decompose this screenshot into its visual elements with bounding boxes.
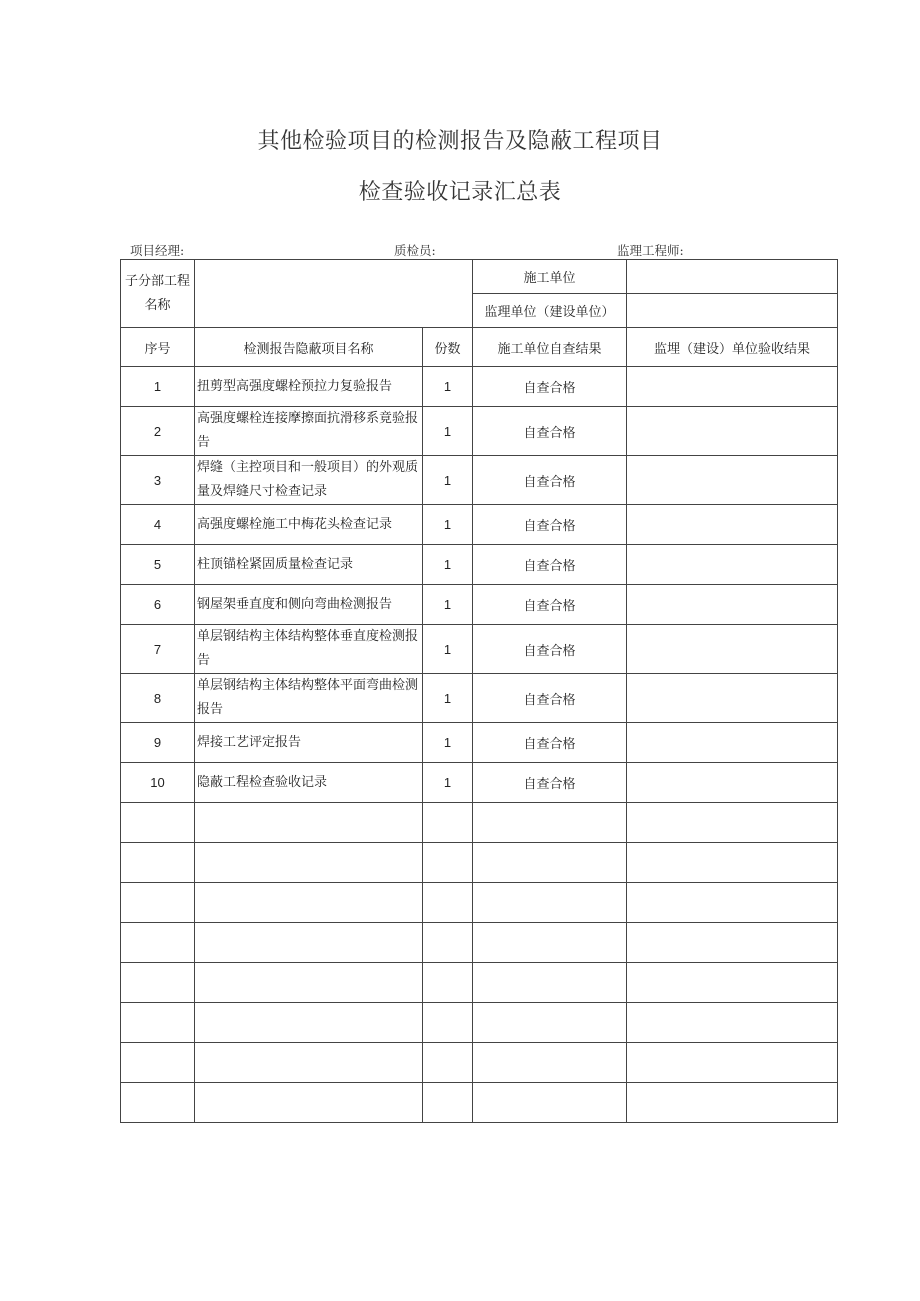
row-copies[interactable]: 1 xyxy=(423,505,473,545)
row-copies[interactable] xyxy=(423,1003,473,1043)
row-copies[interactable] xyxy=(423,963,473,1003)
row-self-check[interactable]: 自查合格 xyxy=(473,674,627,723)
construction-unit-label: 施工单位 xyxy=(473,260,627,294)
table-row xyxy=(121,407,838,456)
table-row xyxy=(121,456,838,505)
row-item-name[interactable] xyxy=(195,883,423,923)
row-self-check[interactable] xyxy=(473,883,627,923)
form-title-line1: 其他检验项目的检测报告及隐蔽工程项目 xyxy=(257,129,663,154)
row-self-check[interactable] xyxy=(473,1083,627,1123)
row-acceptance[interactable] xyxy=(627,625,838,674)
table-row xyxy=(121,545,838,585)
row-seq[interactable]: 3 xyxy=(121,456,195,505)
row-item-name[interactable] xyxy=(195,1003,423,1043)
form-title-line2: 检查验收记录汇总表 xyxy=(358,180,562,205)
row-acceptance[interactable] xyxy=(627,585,838,625)
row-item-name[interactable] xyxy=(195,1043,423,1083)
row-item-name[interactable]: 高强度螺栓连接摩擦面抗滑移系竟验报告 xyxy=(195,407,423,456)
row-seq[interactable]: 7 xyxy=(121,625,195,674)
row-copies[interactable] xyxy=(423,883,473,923)
row-copies[interactable] xyxy=(423,803,473,843)
col-header-acceptance: 监埋（建设）单位验收结果 xyxy=(627,328,838,367)
project-manager-label: 项目经理: xyxy=(130,243,185,258)
row-seq[interactable]: 4 xyxy=(121,505,195,545)
row-acceptance[interactable] xyxy=(627,923,838,963)
row-self-check[interactable]: 自查合格 xyxy=(473,585,627,625)
row-self-check[interactable] xyxy=(473,843,627,883)
row-seq[interactable]: 8 xyxy=(121,674,195,723)
row-item-name[interactable]: 隐蔽工程检查验收记录 xyxy=(195,763,423,803)
row-self-check[interactable]: 自查合格 xyxy=(473,545,627,585)
row-copies[interactable] xyxy=(423,1083,473,1123)
row-item-name[interactable] xyxy=(195,923,423,963)
row-item-name[interactable]: 钢屋架垂直度和侧向弯曲检测报告 xyxy=(195,585,423,625)
row-acceptance[interactable] xyxy=(627,723,838,763)
row-self-check[interactable] xyxy=(473,1043,627,1083)
construction-unit-cell[interactable] xyxy=(627,260,838,294)
row-item-name[interactable] xyxy=(195,803,423,843)
row-copies[interactable]: 1 xyxy=(423,763,473,803)
supervision-unit-cell[interactable] xyxy=(627,294,838,328)
row-item-name[interactable]: 单层钢结构主体结构整体垂直度检测报告 xyxy=(195,625,423,674)
row-item-name[interactable] xyxy=(195,963,423,1003)
row-copies[interactable] xyxy=(423,1043,473,1083)
row-acceptance[interactable] xyxy=(627,883,838,923)
row-seq[interactable] xyxy=(121,963,195,1003)
table-row xyxy=(121,963,838,1003)
row-copies[interactable]: 1 xyxy=(423,545,473,585)
row-copies[interactable]: 1 xyxy=(423,407,473,456)
row-seq[interactable] xyxy=(121,1083,195,1123)
row-acceptance[interactable] xyxy=(627,407,838,456)
row-item-name[interactable]: 焊接工艺评定报告 xyxy=(195,723,423,763)
row-item-name[interactable]: 柱顶锚栓紧固质量检查记录 xyxy=(195,545,423,585)
row-acceptance[interactable] xyxy=(627,1003,838,1043)
column-header-row xyxy=(121,328,838,367)
row-acceptance[interactable] xyxy=(627,367,838,407)
row-copies[interactable]: 1 xyxy=(423,367,473,407)
row-item-name[interactable] xyxy=(195,843,423,883)
table-row xyxy=(121,367,838,407)
row-copies[interactable]: 1 xyxy=(423,456,473,505)
row-self-check[interactable] xyxy=(473,963,627,1003)
sub-project-label: 子分部工程名称 xyxy=(121,260,195,328)
row-seq[interactable]: 10 xyxy=(121,763,195,803)
row-self-check[interactable]: 自查合格 xyxy=(473,723,627,763)
table-row xyxy=(121,883,838,923)
table-row xyxy=(121,723,838,763)
row-acceptance[interactable] xyxy=(627,505,838,545)
row-seq[interactable] xyxy=(121,803,195,843)
table-row xyxy=(121,803,838,843)
row-copies[interactable]: 1 xyxy=(423,723,473,763)
row-copies[interactable]: 1 xyxy=(423,625,473,674)
col-header-seq: 序号 xyxy=(121,328,195,367)
row-seq[interactable]: 5 xyxy=(121,545,195,585)
col-header-self-check: 施工单位自查结果 xyxy=(473,328,627,367)
row-seq[interactable] xyxy=(121,843,195,883)
row-seq[interactable] xyxy=(121,1043,195,1083)
supervisor-label: 监理工程师: xyxy=(617,243,684,258)
row-acceptance[interactable] xyxy=(627,763,838,803)
row-seq[interactable]: 1 xyxy=(121,367,195,407)
row-self-check[interactable]: 自查合格 xyxy=(473,625,627,674)
row-item-name[interactable]: 高强度螺栓施工中梅花头检查记录 xyxy=(195,505,423,545)
col-header-copies: 份数 xyxy=(423,328,473,367)
row-item-name[interactable]: 单层钢结构主体结构整体平面弯曲检测报告 xyxy=(195,674,423,723)
row-self-check[interactable] xyxy=(473,923,627,963)
supervision-unit-label: 监理单位（建设单位） xyxy=(473,294,627,328)
summary-table xyxy=(120,259,838,1123)
row-self-check[interactable]: 自查合格 xyxy=(473,456,627,505)
row-copies[interactable] xyxy=(423,923,473,963)
row-acceptance[interactable] xyxy=(627,674,838,723)
row-acceptance[interactable] xyxy=(627,1043,838,1083)
row-item-name[interactable]: 扭剪型高强度螺栓预拉力复验报告 xyxy=(195,367,423,407)
row-seq[interactable]: 6 xyxy=(121,585,195,625)
row-copies[interactable] xyxy=(423,843,473,883)
row-seq[interactable]: 2 xyxy=(121,407,195,456)
row-item-name[interactable]: 焊缝（主控项目和一般项目）的外观质量及焊缝尺寸检查记录 xyxy=(195,456,423,505)
row-self-check[interactable] xyxy=(473,803,627,843)
row-copies[interactable]: 1 xyxy=(423,585,473,625)
table-row xyxy=(121,843,838,883)
table-row xyxy=(121,1083,838,1123)
row-copies[interactable]: 1 xyxy=(423,674,473,723)
table-row xyxy=(121,625,838,674)
row-acceptance[interactable] xyxy=(627,803,838,843)
row-acceptance[interactable] xyxy=(627,843,838,883)
row-seq[interactable] xyxy=(121,923,195,963)
row-seq[interactable]: 9 xyxy=(121,723,195,763)
inspector-label: 质检员: xyxy=(394,243,436,258)
row-seq[interactable] xyxy=(121,1003,195,1043)
row-seq[interactable] xyxy=(121,883,195,923)
row-self-check[interactable]: 自查合格 xyxy=(473,505,627,545)
table-row xyxy=(121,923,838,963)
row-acceptance[interactable] xyxy=(627,545,838,585)
table-row xyxy=(121,1003,838,1043)
table-row xyxy=(121,505,838,545)
row-self-check[interactable] xyxy=(473,1003,627,1043)
row-acceptance[interactable] xyxy=(627,1083,838,1123)
table-row xyxy=(121,674,838,723)
row-acceptance[interactable] xyxy=(627,963,838,1003)
table-row xyxy=(121,585,838,625)
sub-project-name-cell[interactable] xyxy=(195,260,473,328)
col-header-name: 检测报告隐蔽项目名称 xyxy=(195,328,423,367)
row-self-check[interactable]: 自查合格 xyxy=(473,407,627,456)
row-acceptance[interactable] xyxy=(627,456,838,505)
row-self-check[interactable]: 自查合格 xyxy=(473,763,627,803)
row-item-name[interactable] xyxy=(195,1083,423,1123)
table-row xyxy=(121,763,838,803)
row-self-check[interactable]: 自查合格 xyxy=(473,367,627,407)
table-row xyxy=(121,1043,838,1083)
